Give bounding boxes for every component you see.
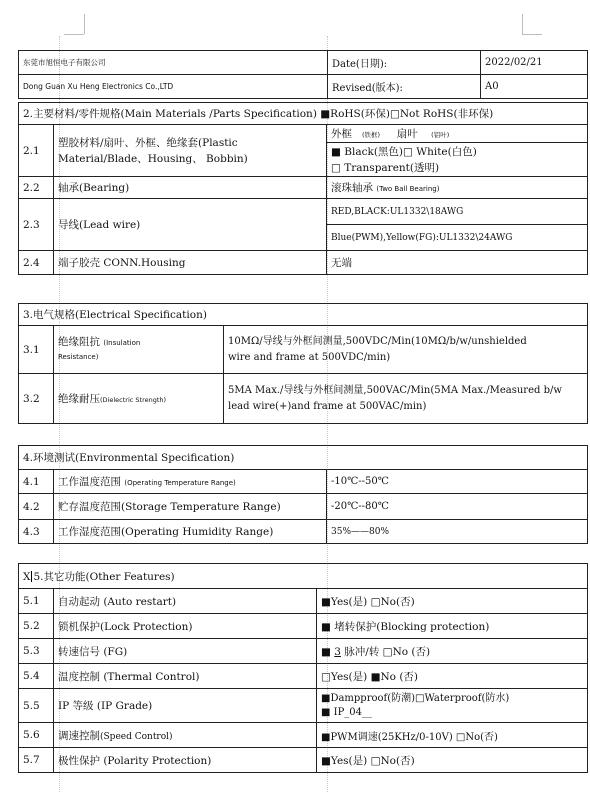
- item-cn: 绝缘阻抗: [58, 336, 100, 348]
- row-number: 4.2: [19, 494, 54, 520]
- value-line: 5MA Max./导线与外框间测量,500VAC/Min(5MA Max./Measured b/w: [228, 384, 562, 396]
- auto-restart-value: ■Yes(是) □No(否): [317, 589, 588, 614]
- title-prefix: X: [23, 570, 31, 583]
- title-text: 5.其它功能(Other Features): [33, 570, 175, 583]
- item-plastic-material: [54, 125, 327, 177]
- item-line: Resistance): [58, 353, 99, 361]
- crop-mark-top-right-h: [522, 34, 542, 35]
- connector-housing-value: 无端: [327, 251, 588, 275]
- item-cn: 绝缘耐压: [58, 393, 100, 405]
- item-polarity-protection: 极性保护 (Polarity Protection): [54, 748, 317, 773]
- crop-mark-top-left: [84, 14, 85, 34]
- value-line: wire and frame at 500VDC/min): [228, 351, 391, 363]
- crop-mark-top-left-h: [64, 34, 84, 35]
- bearing-value: [327, 177, 588, 199]
- row-number: 5.6: [19, 723, 54, 748]
- item-insulation-resistance: [54, 326, 224, 374]
- frame-label: 外框: [331, 128, 352, 140]
- item-lock-protection: 锁机保护(Lock Protection): [54, 614, 317, 639]
- revised-value: A0: [481, 75, 588, 99]
- row-number: 2.4: [19, 251, 54, 275]
- value-line: ■ IP_04__: [321, 706, 373, 718]
- item-bearing: 轴承(Bearing): [54, 177, 327, 199]
- dielectric-strength-value: [224, 374, 588, 424]
- item-thermal-control: 温度控制 (Thermal Control): [54, 664, 317, 689]
- color-line: □ Transparent(透明): [331, 161, 440, 174]
- frame-type: (铁框): [362, 131, 381, 139]
- polarity-protection-value: ■Yes(是) □No(否): [317, 748, 588, 773]
- insulation-resistance-value: [224, 326, 588, 374]
- item-line: 塑胶材料/扇叶、外框、绝缘套(Plastic: [58, 136, 238, 149]
- value-line: 10MΩ/导线与外框间测量,500VDC/Min(10MΩ/b/w/unshielded: [228, 335, 527, 347]
- item-line: Material/Blade、Housing、 Bobbin): [58, 152, 248, 165]
- row-number: 2.2: [19, 177, 54, 199]
- storage-temperature-value: -20℃--80℃: [327, 494, 588, 520]
- row-number: 3.2: [19, 374, 54, 424]
- row-number: 4.3: [19, 520, 54, 544]
- color-options: [327, 143, 588, 177]
- lead-wire-value-2: Blue(PWM),Yellow(FG):UL1332\24AWG: [327, 225, 588, 251]
- section-3-title: 3.电气规格(Electrical Specification): [19, 304, 588, 326]
- ip-grade-value: [317, 689, 588, 723]
- item-auto-restart: 自动起动 (Auto restart): [54, 589, 317, 614]
- item-operating-temperature: [54, 470, 327, 494]
- section-5-title: [19, 564, 588, 589]
- item-operating-humidity: 工作湿度范围(Operating Humidity Range): [54, 520, 327, 544]
- item-line: [58, 335, 219, 350]
- blade-type: (铝叶): [431, 131, 450, 139]
- frame-blade-value: [327, 125, 588, 143]
- item-connector-housing: 端子胶壳 CONN.Housing: [54, 251, 327, 275]
- row-number: 3.1: [19, 326, 54, 374]
- materials-table: [18, 102, 588, 275]
- color-line: ■ Black(黑色)□ White(白色): [331, 145, 477, 158]
- item-ip-grade: IP 等级 (IP Grade): [54, 689, 317, 723]
- row-number: 5.2: [19, 614, 54, 639]
- item-en: (Dielectric Strength): [100, 396, 167, 404]
- blade-label: 扇叶: [396, 128, 418, 140]
- speed-signal-value: [317, 639, 588, 664]
- electrical-table: [18, 303, 588, 424]
- lead-wire-value-1: RED,BLACK:UL1332\18AWG: [327, 199, 588, 225]
- row-number: 2.3: [19, 199, 54, 251]
- header-table: [18, 50, 588, 99]
- item-storage-temperature: 贮存温度范围(Storage Temperature Range): [54, 494, 327, 520]
- section-2-title: 2.主要材料/零件规格(Main Materials /Parts Specification) ■RoHS(环保)□Not RoHS(非环保): [19, 103, 588, 125]
- row-number: 5.5: [19, 689, 54, 723]
- row-number: 5.3: [19, 639, 54, 664]
- row-number: 5.7: [19, 748, 54, 773]
- date-value: 2022/02/21: [481, 51, 588, 75]
- row-number: 5.1: [19, 589, 54, 614]
- lock-protection-value: ■ 堵转保护(Blocking protection): [317, 614, 588, 639]
- bearing-type-en: (Two Ball Bearing): [376, 185, 440, 193]
- operating-temperature-value: -10℃--50℃: [327, 470, 588, 494]
- environmental-table: [18, 445, 588, 544]
- thermal-control-value: □Yes(是) ■No (否): [317, 664, 588, 689]
- checkbox-mark: ■: [321, 645, 335, 658]
- item-speed-signal: 转速信号 (FG): [54, 639, 317, 664]
- date-label: Date(日期):: [328, 51, 481, 75]
- item-cn: 调速控制: [58, 729, 100, 742]
- pulse-count: 3: [334, 645, 341, 658]
- crop-mark-top-right: [522, 14, 523, 34]
- company-name-en: Dong Guan Xu Heng Electronics Co.,LTD: [19, 75, 328, 99]
- item-en: (Insulation: [103, 339, 141, 347]
- item-en: (Speed Control): [100, 731, 173, 742]
- row-number: 4.1: [19, 470, 54, 494]
- row-number: 5.4: [19, 664, 54, 689]
- row-number: 2.1: [19, 125, 54, 177]
- section-4-title: 4.环境测试(Environmental Specification): [19, 446, 588, 470]
- item-dielectric-strength: [54, 374, 224, 424]
- item-cn: 工作温度范围: [58, 476, 121, 488]
- bearing-type-cn: 滚珠轴承: [331, 182, 373, 194]
- features-table: [18, 563, 588, 773]
- pulse-text: 脉冲/转 □No (否): [340, 645, 431, 658]
- operating-humidity-value: 35%——80%: [327, 520, 588, 544]
- company-name-cn: 东莞市旭恒电子有限公司: [19, 51, 328, 75]
- value-line: lead wire(+)and frame at 500VAC/min): [228, 400, 427, 412]
- item-lead-wire: 导线(Lead wire): [54, 199, 327, 251]
- revised-label: Revised(版本):: [328, 75, 481, 99]
- item-en: (Operating Temperature Range): [124, 479, 236, 487]
- value-line: ■Dampproof(防潮)□Waterproof(防水): [321, 692, 510, 704]
- speed-control-value: ■PWM调速(25KHz/0-10V) □No(否): [317, 723, 588, 748]
- item-speed-control: [54, 723, 317, 748]
